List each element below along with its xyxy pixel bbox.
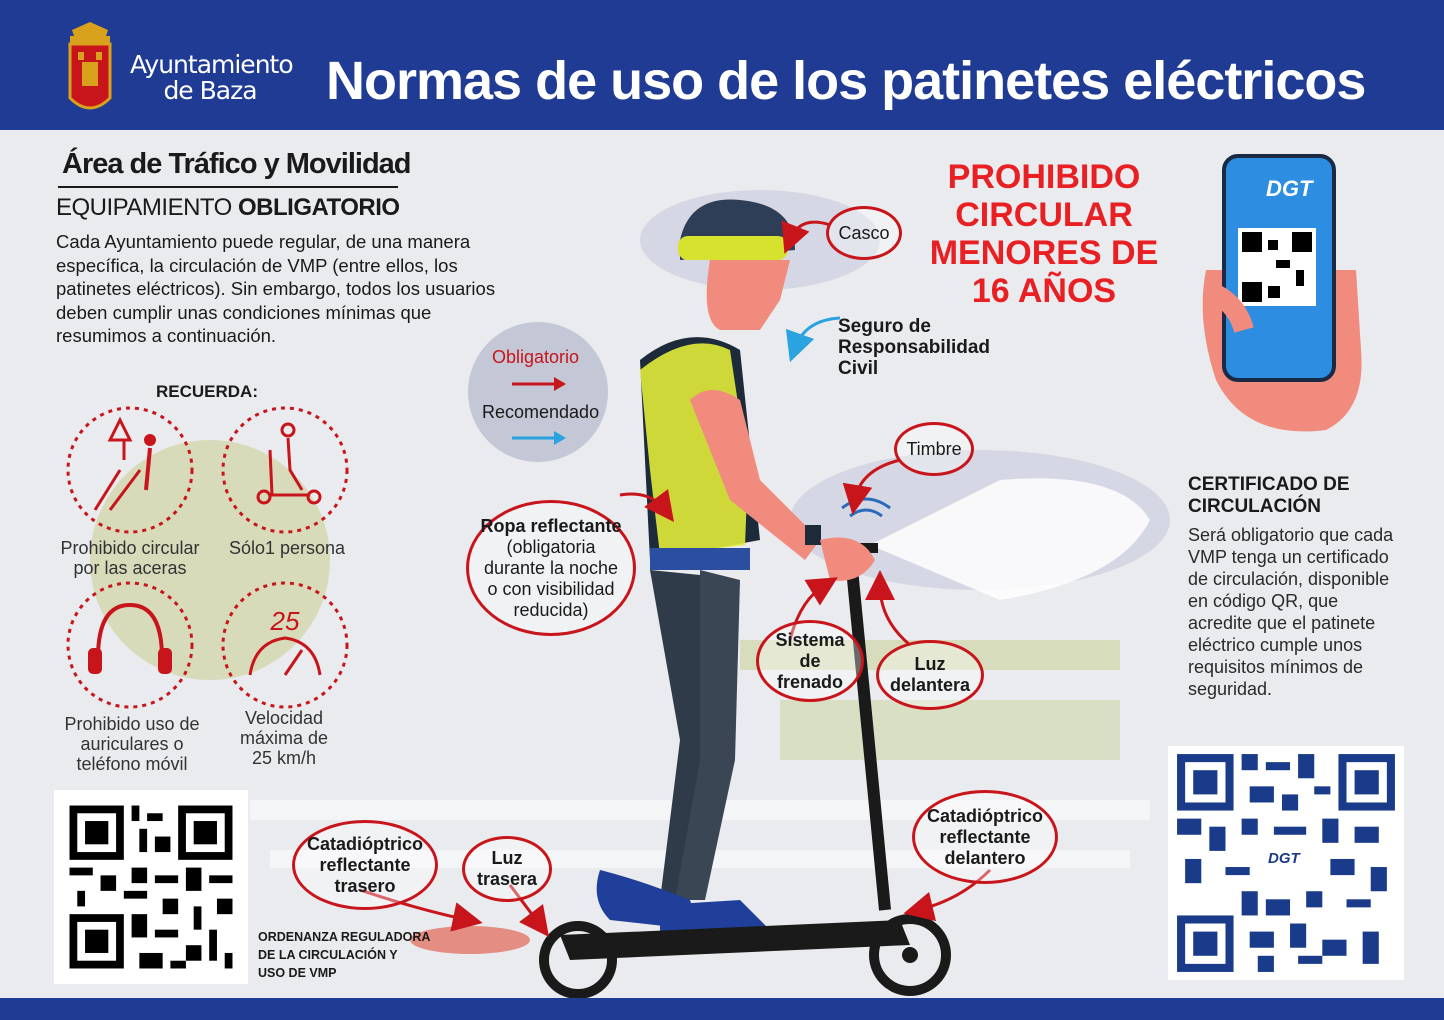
callout-timbre bbox=[894, 422, 974, 476]
callout-label: delantera bbox=[889, 675, 971, 695]
callout-catadioptrico-delantero bbox=[912, 790, 1058, 884]
seguro-line: Civil bbox=[838, 358, 879, 379]
rule-line: 25 km/h bbox=[251, 748, 317, 768]
rule-line: auriculares o bbox=[80, 734, 184, 754]
callout-label: trasera bbox=[476, 869, 538, 889]
phone-with-dgt-qr-illustration bbox=[1196, 150, 1376, 450]
prohibido-line: MENORES DE bbox=[929, 234, 1159, 272]
equipment-heading bbox=[56, 194, 400, 222]
callout-label: Ropa reflectante bbox=[480, 515, 622, 536]
callout-label: (obligatoria bbox=[506, 536, 596, 557]
prohibido-line: 16 AÑOS bbox=[971, 272, 1117, 310]
equip-bold: OBLIGATORIO bbox=[237, 194, 400, 221]
blue-arrow-icon bbox=[510, 428, 570, 448]
footer-bar bbox=[0, 998, 1444, 1020]
qr-brand: DGT bbox=[1268, 850, 1300, 867]
prohibido-line: PROHIBIDO bbox=[947, 158, 1141, 196]
callout-label: delantero bbox=[944, 847, 1026, 868]
equip-light: EQUIPAMIENTO bbox=[56, 194, 232, 221]
area-title: Área de Tráfico y Movilidad bbox=[62, 148, 411, 180]
rule-line: Prohibido uso de bbox=[64, 714, 200, 734]
seguro-line: Seguro de bbox=[838, 316, 931, 337]
page-title: Normas de uso de los patinetes eléctricos bbox=[326, 51, 1366, 111]
red-arrow-icon bbox=[510, 374, 570, 394]
phone-brand: DGT bbox=[1266, 176, 1313, 201]
rule-line: Velocidad bbox=[244, 708, 324, 728]
ordenanza-line: USO DE VMP bbox=[258, 966, 337, 980]
title-divider bbox=[58, 186, 398, 188]
ordenanza-line: DE LA CIRCULACIÓN Y bbox=[258, 948, 398, 962]
recuerda-label: RECUERDA: bbox=[156, 382, 258, 401]
cert-title-line: CERTIFICADO DE bbox=[1188, 474, 1350, 495]
org-line1: Ayuntamiento bbox=[130, 50, 293, 79]
callout-sistema-frenado bbox=[756, 620, 864, 702]
callout-luz-delantera bbox=[876, 640, 984, 710]
rule-line: Sólo1 persona bbox=[228, 538, 346, 558]
callout-label: frenado bbox=[776, 671, 843, 692]
callout-label: Catadióptrico bbox=[306, 833, 423, 854]
rule-line: máxima de bbox=[239, 728, 329, 748]
ordenanza-caption bbox=[258, 928, 430, 982]
callout-casco bbox=[826, 206, 902, 260]
callout-label: Sistema bbox=[775, 629, 845, 650]
rule-line: Prohibido circular bbox=[60, 538, 200, 558]
callout-label: Luz bbox=[491, 848, 523, 868]
org-line2: de Baza bbox=[163, 76, 257, 105]
dgt-qr-code[interactable] bbox=[1168, 746, 1404, 980]
callout-label: trasero bbox=[334, 875, 396, 896]
callout-label: Timbre bbox=[906, 438, 962, 459]
certificado-title bbox=[1188, 474, 1350, 518]
callout-label: Luz bbox=[914, 654, 946, 674]
qr-pattern-icon bbox=[54, 790, 248, 984]
callout-luz-trasera bbox=[462, 836, 552, 902]
callout-label: Casco bbox=[838, 222, 890, 243]
rule-line: por las aceras bbox=[73, 558, 187, 578]
rule-max-speed bbox=[184, 708, 384, 768]
prohibido-line: CIRCULAR bbox=[955, 196, 1133, 234]
callout-label: reflectante bbox=[939, 826, 1031, 847]
speed-limit-number: 25 bbox=[270, 606, 300, 636]
callout-label: Catadióptrico bbox=[926, 805, 1043, 826]
callout-label: o con visibilidad bbox=[487, 578, 615, 599]
ordenanza-qr-code[interactable] bbox=[54, 790, 248, 984]
callout-label: reflectante bbox=[319, 854, 411, 875]
seguro-line: Responsabilidad bbox=[838, 337, 991, 358]
callout-label: de bbox=[799, 650, 821, 671]
rule-line: teléfono móvil bbox=[76, 754, 188, 774]
rule-single-rider bbox=[187, 538, 387, 558]
callout-label: reducida) bbox=[513, 599, 589, 620]
legend-recomendado: Recomendado bbox=[482, 402, 600, 422]
cert-title-line: CIRCULACIÓN bbox=[1188, 496, 1321, 517]
intro-paragraph: Cada Ayuntamiento puede regular, de una manera específica, la circulación de VMP (entre ellos, los patinetes eléctricos). Sin embargo, todos los usuarios deben cumplir unas condiciones mínimas que resumimos a continuación. bbox=[56, 231, 496, 346]
seguro-label bbox=[838, 316, 990, 379]
baza-coat-of-arms-icon bbox=[66, 22, 114, 118]
legend-obligatorio: Obligatorio bbox=[492, 347, 580, 367]
organization-name bbox=[130, 50, 293, 105]
callout-label: durante la noche bbox=[483, 557, 619, 578]
callout-ropa-reflectante bbox=[466, 500, 636, 636]
certificado-body: Será obligatorio que cada VMP tenga un certificado de circulación, disponible en código QR, que acredite que el patinete eléctrico cumple unos requisitos mínimos de seguridad. bbox=[1188, 525, 1394, 699]
age-prohibition-notice bbox=[924, 158, 1164, 310]
ordenanza-line: ORDENANZA REGULADORA bbox=[258, 930, 431, 944]
callout-catadioptrico-trasero bbox=[292, 820, 438, 910]
